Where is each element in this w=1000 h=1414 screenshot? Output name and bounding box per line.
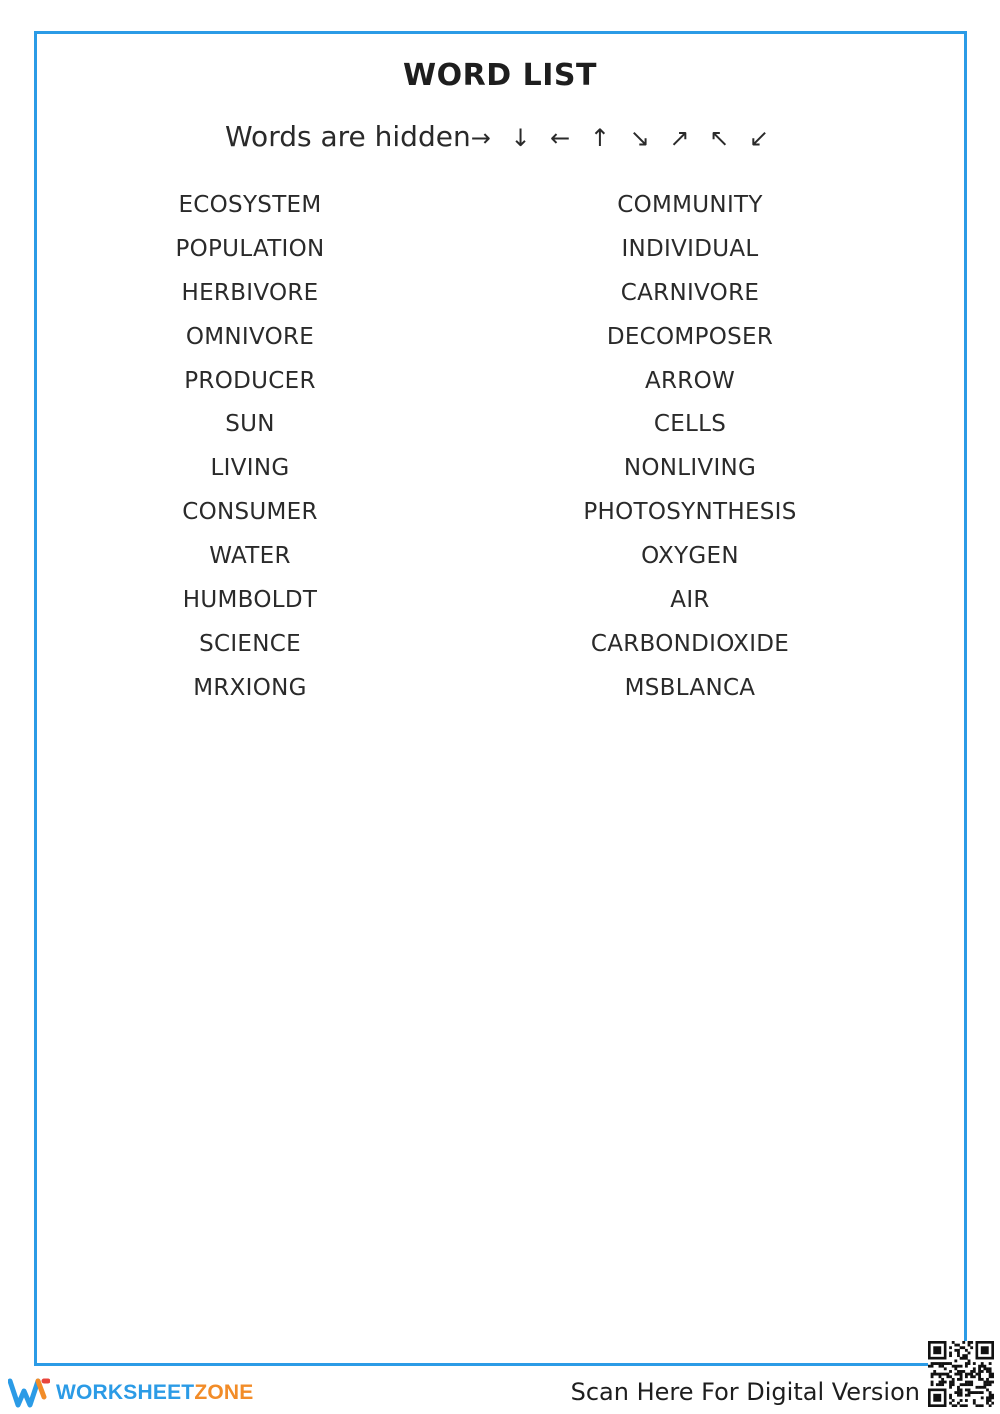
word-item: OXYGEN (641, 543, 739, 570)
brand-logo[interactable] (8, 1376, 253, 1410)
word-item: ARROW (644, 367, 736, 394)
direction-arrows-icon: → ↓ ← ↑ ↘ ↗ ↖ ↙ (470, 124, 775, 152)
qr-code-icon[interactable] (928, 1341, 994, 1407)
word-item: MRXIONG (193, 674, 307, 701)
word-item: PHOTOSYNTHESIS (583, 499, 797, 526)
word-item: CARNIVORE (620, 279, 760, 306)
word-item: WATER (209, 543, 291, 570)
word-item: MSBLANCA (624, 674, 756, 701)
word-item: CARBONDIOXIDE (590, 630, 790, 657)
page-title: WORD LIST (403, 58, 597, 93)
word-item: COMMUNITY (617, 192, 763, 218)
word-item: HERBIVORE (181, 279, 319, 306)
scan-instruction: Scan Here For Digital Version (570, 1378, 920, 1406)
word-item: DECOMPOSER (606, 323, 774, 350)
word-item: AIR (670, 587, 710, 614)
word-item: HUMBOLDT (182, 587, 318, 614)
word-item: ECOSYSTEM (178, 192, 322, 218)
word-item: CELLS (653, 411, 727, 438)
subtitle (0, 120, 1000, 153)
word-item: POPULATION (175, 235, 325, 262)
word-item: NONLIVING (623, 455, 757, 482)
word-list-right (510, 184, 870, 711)
word-item: INDIVIDUAL (621, 235, 759, 262)
subtitle-text: Words are hidden (225, 120, 471, 153)
word-item: LIVING (210, 455, 290, 482)
brand-name: WORKSHEETZONE (56, 1381, 254, 1404)
word-item: OMNIVORE (185, 323, 315, 350)
word-item: SUN (225, 411, 275, 438)
word-list-left (70, 184, 430, 711)
word-item: CONSUMER (182, 499, 318, 526)
worksheetzone-logo-icon (8, 1377, 50, 1409)
word-item: PRODUCER (184, 367, 316, 394)
word-item: SCIENCE (199, 630, 301, 657)
